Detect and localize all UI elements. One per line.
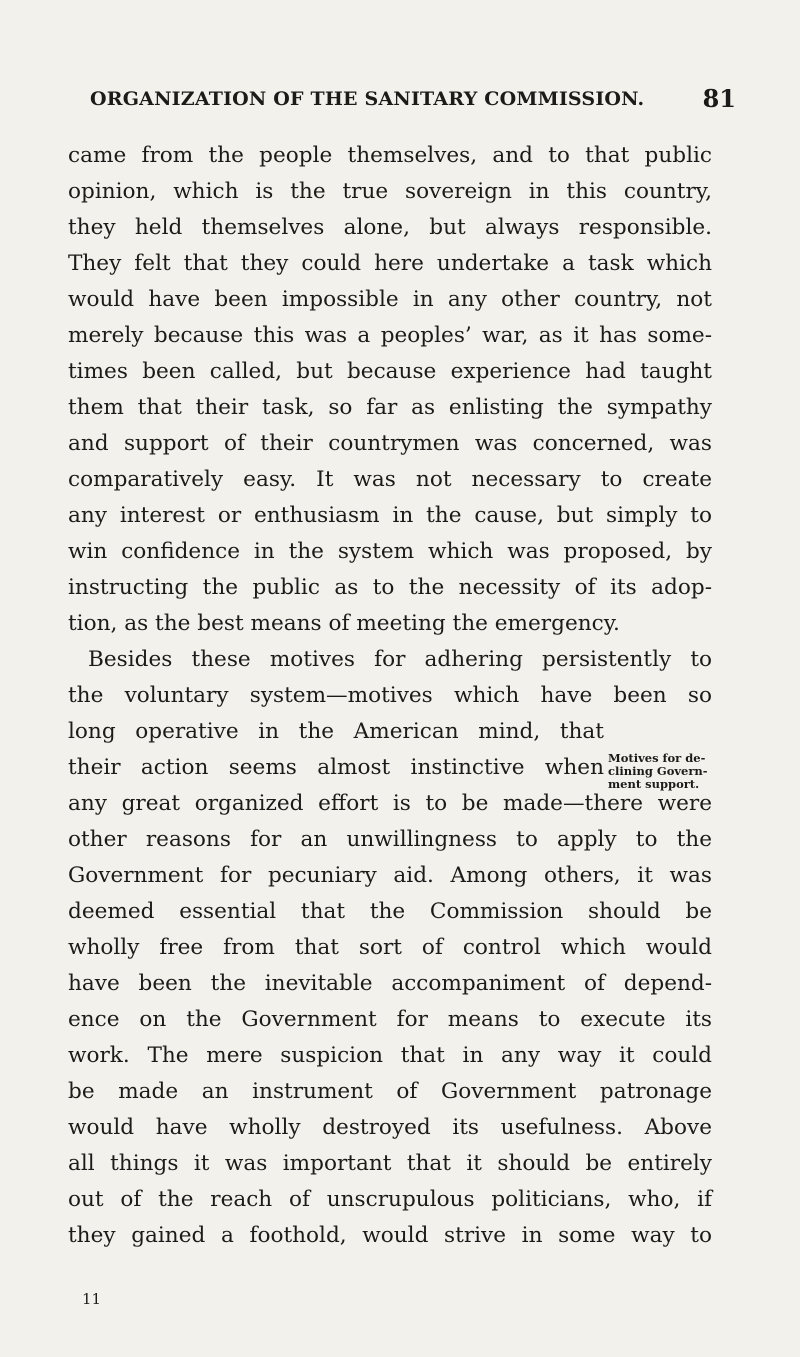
- running-head: [90, 86, 736, 122]
- signature-mark: 11: [82, 1290, 102, 1308]
- text-line: long operative in the American mind, that: [68, 719, 604, 744]
- text-line: they gained a foothold, would strive in some way to: [68, 1223, 712, 1248]
- text-line: Government for pecuniary aid. Among others, it was: [68, 863, 712, 888]
- text-line: would have wholly destroyed its usefulness. Above: [68, 1115, 712, 1140]
- text-line: times been called, but because experience had taught: [68, 359, 712, 384]
- text-line: came from the people themselves, and to that public: [68, 143, 712, 168]
- text-line: wholly free from that sort of control which would: [68, 935, 712, 960]
- text-line: opinion, which is the true sovereign in this country,: [68, 179, 712, 204]
- text-line: have been the inevitable accompaniment of depend-: [68, 971, 712, 996]
- page-number: 81: [702, 84, 736, 113]
- text-line: other reasons for an unwillingness to apply to the: [68, 827, 712, 852]
- text-line: all things it was important that it should be entirely: [68, 1151, 712, 1176]
- text-line: deemed essential that the Commission should be: [68, 899, 712, 924]
- margin-note: [608, 752, 738, 791]
- margin-note-line: ment support.: [608, 777, 700, 791]
- text-line: work. The mere suspicion that in any way it could: [68, 1043, 712, 1068]
- text-line: any interest or enthusiasm in the cause, but simply to: [68, 503, 712, 528]
- text-line: any great organized effort is to be made—there were: [68, 791, 712, 816]
- text-line: ence on the Government for means to execute its: [68, 1007, 712, 1032]
- text-line: tion, as the best means of meeting the emergency.: [68, 611, 620, 636]
- text-line: be made an instrument of Government patronage: [68, 1079, 712, 1104]
- paragraph-start-line: Besides these motives for adhering persistently to: [88, 647, 712, 672]
- text-line: merely because this was a peoples’ war, as it has some-: [68, 323, 712, 348]
- text-line: instructing the public as to the necessity of its adop-: [68, 575, 712, 600]
- text-line: win confidence in the system which was proposed, by: [68, 539, 712, 564]
- margin-note-line: Motives for de-: [608, 751, 706, 765]
- text-line: would have been impossible in any other country, not: [68, 287, 712, 312]
- text-line: They felt that they could here undertake a task which: [68, 251, 712, 276]
- text-line: comparatively easy. It was not necessary to create: [68, 467, 712, 492]
- text-line: the voluntary system—motives which have been so: [68, 683, 712, 708]
- text-line: out of the reach of unscrupulous politicians, who, if: [68, 1187, 712, 1212]
- margin-note-line: clining Govern-: [608, 764, 708, 778]
- text-line: and support of their countrymen was concerned, was: [68, 431, 712, 456]
- text-line: they held themselves alone, but always responsible.: [68, 215, 712, 240]
- text-line: them that their task, so far as enlisting the sympathy: [68, 395, 712, 420]
- text-line: their action seems almost instinctive when: [68, 755, 604, 780]
- running-head-title: ORGANIZATION OF THE SANITARY COMMISSION.: [90, 88, 645, 110]
